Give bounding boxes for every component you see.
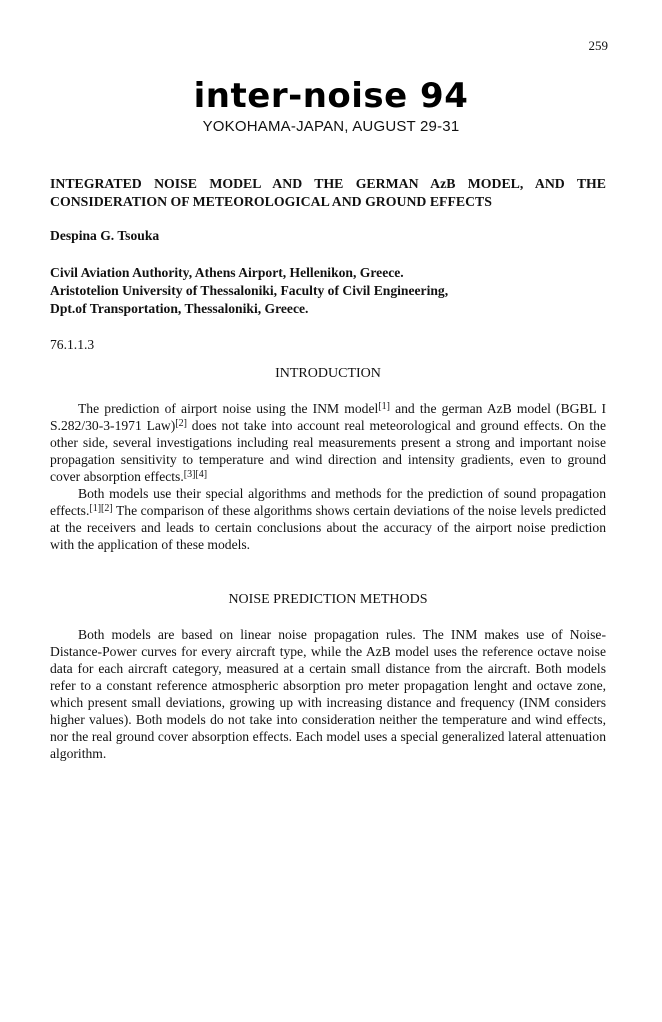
affiliation-line: Dpt.of Transportation, Thessaloniki, Greece. <box>50 301 309 316</box>
citation-ref: [1] <box>378 401 390 412</box>
paragraph-text: The comparison of these algorithms shows certain deviations of the noise levels predicted at the receivers and leads to certain conclusions about the accuracy of the airport noise prediction with the application of these models. <box>50 503 606 552</box>
author-affiliations <box>50 264 606 318</box>
page-number: 259 <box>588 38 608 53</box>
affiliation-line: Civil Aviation Authority, Athens Airport, Hellenikon, Greece. <box>50 265 404 280</box>
citation-ref: [3][4] <box>183 469 208 480</box>
section-heading-noise-prediction-methods: NOISE PREDICTION METHODS <box>228 592 428 607</box>
affiliation-line: Aristotelion University of Thessaloniki, Faculty of Civil Engineering, <box>50 283 449 298</box>
section-heading-introduction: INTRODUCTION <box>275 366 381 381</box>
introduction-paragraph-1 <box>50 400 606 485</box>
citation-ref: [1][2] <box>89 503 113 514</box>
paper-title: INTEGRATED NOISE MODEL AND THE GERMAN AzB MODEL, AND THE CONSIDERATION OF METEOROLOGICAL AND GROUND EFFECTS <box>50 176 606 209</box>
paper-content <box>50 175 606 762</box>
introduction-paragraph-2 <box>50 485 606 553</box>
paper-author: Despina G. Tsouka <box>50 228 160 243</box>
paragraph-text: The prediction of airport noise using the INM model <box>78 401 379 416</box>
paragraph-text: does not take into account real meteorological and ground effects. On the other side, several investigations including real measurements present a strong and important noise propagation sensitivity to temperature and wind direction and intensity gradients, even to ground cover absorption effects. <box>50 418 606 484</box>
paragraph-text: Both models use their special algorithms and methods for the prediction of sound propagation effects. <box>50 486 606 518</box>
conference-logo: inter-noise 94 <box>193 76 469 116</box>
methods-paragraph-1: Both models are based on linear noise propagation rules. The INM makes use of Noise-Distance-Power curves for every aircraft type, while the AzB model uses the reference octave noise data for each aircraft category, measured at a certain small distance from the aircraft. Both models refer to a constant reference atmospheric absorption pro meter propagation lenght and octave zone, which present small deviations, growing up with increasing distance and frequency (INM considers higher values). Both models do not take into consideration neither the temperature and wind effects, nor the real ground cover absorption effects. Each model uses a special generalized lateral attenuation algorithm. <box>50 627 606 761</box>
conference-location-date: YOKOHAMA-JAPAN, AUGUST 29-31 <box>202 118 460 135</box>
paper-classification-code: 76.1.1.3 <box>50 337 95 352</box>
paragraph-text: and the german AzB model (BGBL I S.282/30-3-1971 Law) <box>50 401 607 433</box>
citation-ref: [2] <box>175 418 187 429</box>
